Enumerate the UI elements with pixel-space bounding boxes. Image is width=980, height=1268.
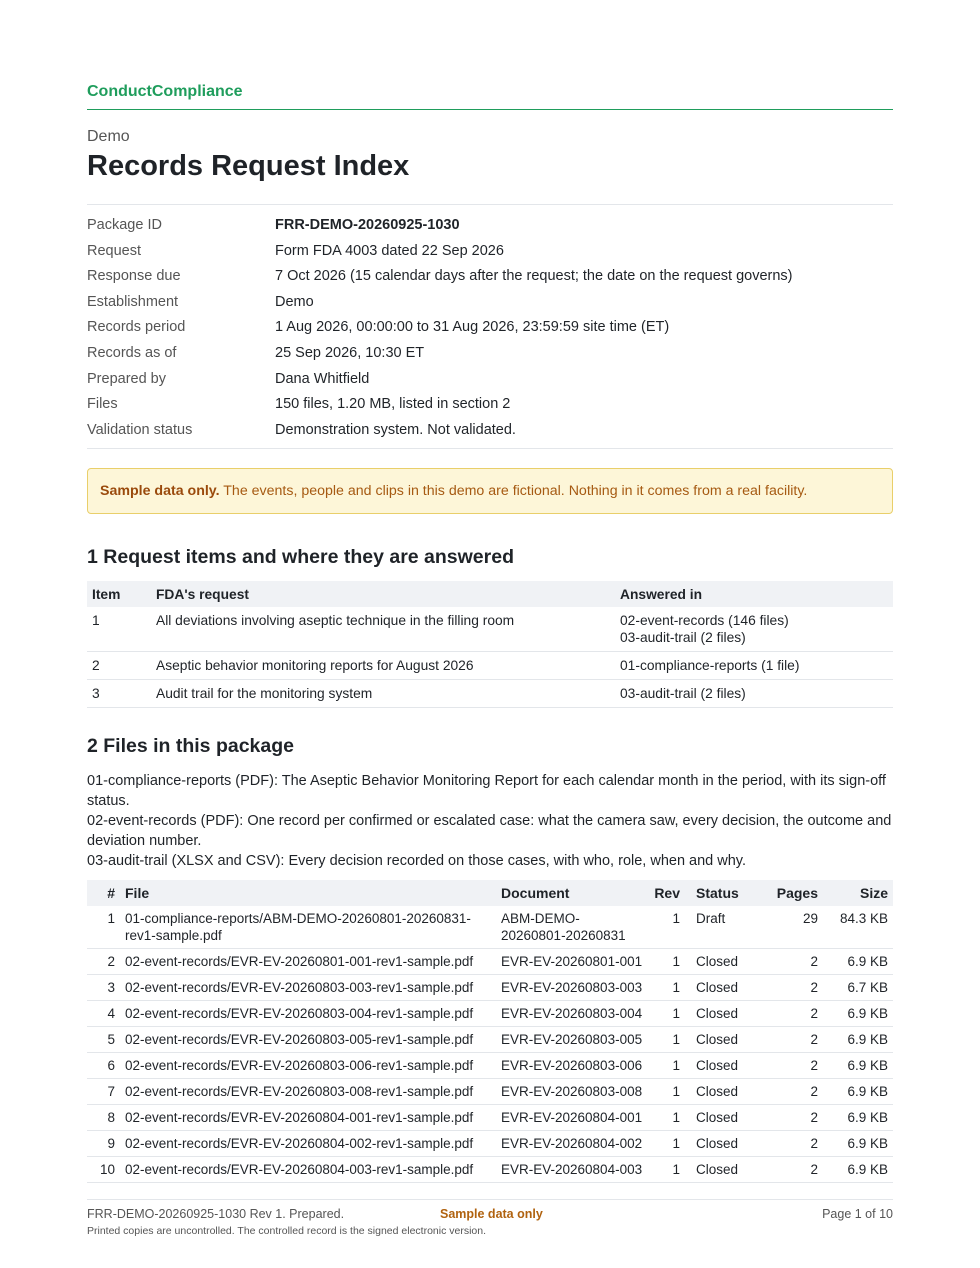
cell-pages: 2 <box>757 1001 823 1027</box>
meta-row-files <box>87 392 893 418</box>
meta-value: 150 files, 1.20 MB, listed in section 2 <box>275 396 511 413</box>
table-row <box>87 949 893 975</box>
table-row <box>87 1027 893 1053</box>
meta-row-package-id <box>87 213 893 239</box>
column-header-status: Status <box>685 880 757 906</box>
cell-file: 02-event-records/EVR-EV-20260804-003-rev1-sample.pdf <box>120 1157 496 1183</box>
document-eyebrow: Demo <box>87 128 130 145</box>
column-header-number: # <box>87 880 120 906</box>
cell-number: 1 <box>87 906 120 949</box>
meta-value: Demonstration system. Not validated. <box>275 421 516 438</box>
cell-file: 02-event-records/EVR-EV-20260803-004-rev1-sample.pdf <box>120 1001 496 1027</box>
cell-pages: 2 <box>757 1157 823 1183</box>
meta-key: Records period <box>87 319 186 336</box>
cell-document: EVR-EV-20260803-008 <box>496 1079 649 1105</box>
cell-pages: 2 <box>757 1105 823 1131</box>
cell-rev: 1 <box>649 1131 685 1157</box>
meta-row-validation-status <box>87 418 893 444</box>
cell-number: 5 <box>87 1027 120 1053</box>
cell-size: 84.3 KB <box>823 906 893 949</box>
cell-document: EVR-EV-20260803-004 <box>496 1001 649 1027</box>
cell-item: 1 <box>87 607 151 652</box>
column-header-pages: Pages <box>757 880 823 906</box>
cell-file: 02-event-records/EVR-EV-20260803-003-rev1-sample.pdf <box>120 975 496 1001</box>
table-row <box>87 1157 893 1183</box>
column-header-document: Document <box>496 880 649 906</box>
cell-file: 02-event-records/EVR-EV-20260803-005-rev1-sample.pdf <box>120 1027 496 1053</box>
cell-number: 6 <box>87 1053 120 1079</box>
cell-document: EVR-EV-20260803-003 <box>496 975 649 1001</box>
cell-document: EVR-EV-20260804-002 <box>496 1131 649 1157</box>
table-row <box>87 1131 893 1157</box>
description-line: 03-audit-trail (XLSX and CSV): Every decision recorded on those cases, with who, role, when and why. <box>87 853 747 869</box>
answered-line: 02-event-records (146 files) <box>620 613 789 628</box>
footer-control-note: Printed copies are uncontrolled. The controlled record is the signed electronic version. <box>87 1225 487 1237</box>
cell-answered <box>615 607 893 652</box>
cell-document: EVR-EV-20260804-003 <box>496 1157 649 1183</box>
cell-pages: 2 <box>757 1053 823 1079</box>
description-line: 02-event-records (PDF): One record per confirmed or escalated case: what the camera saw, every decision, the outcome and deviation number. <box>87 813 892 849</box>
cell-size: 6.9 KB <box>823 1157 893 1183</box>
meta-row-request <box>87 239 893 265</box>
cell-number: 7 <box>87 1079 120 1105</box>
cell-file: 02-event-records/EVR-EV-20260803-006-rev1-sample.pdf <box>120 1053 496 1079</box>
brand-name: ConductCompliance <box>87 83 243 100</box>
meta-value: 7 Oct 2026 (15 calendar days after the request; the date on the request governs) <box>275 268 793 285</box>
document-page <box>87 0 893 1268</box>
cell-number: 8 <box>87 1105 120 1131</box>
cell-file: 01-compliance-reports/ABM-DEMO-20260801-20260831-rev1-sample.pdf <box>120 906 496 949</box>
section-2-heading: 2 Files in this package <box>87 735 294 757</box>
cell-file: 02-event-records/EVR-EV-20260804-001-rev1-sample.pdf <box>120 1105 496 1131</box>
footer-page-number: Page 1 of 10 <box>822 1207 893 1221</box>
cell-size: 6.9 KB <box>823 1079 893 1105</box>
footer-sample-warning: Sample data only <box>440 1207 543 1221</box>
cell-rev: 1 <box>649 949 685 975</box>
metadata-block <box>87 204 893 449</box>
files-table <box>87 880 893 1183</box>
cell-status: Closed <box>685 1131 757 1157</box>
cell-document: EVR-EV-20260801-001 <box>496 949 649 975</box>
cell-status: Closed <box>685 975 757 1001</box>
files-description <box>87 771 893 871</box>
cell-item: 2 <box>87 652 151 680</box>
cell-rev: 1 <box>649 975 685 1001</box>
cell-document: EVR-EV-20260803-006 <box>496 1053 649 1079</box>
cell-size: 6.9 KB <box>823 1027 893 1053</box>
cell-rev: 1 <box>649 1157 685 1183</box>
table-row <box>87 680 893 708</box>
cell-rev: 1 <box>649 1027 685 1053</box>
meta-key: Response due <box>87 268 181 285</box>
cell-rev: 1 <box>649 1053 685 1079</box>
cell-request: Audit trail for the monitoring system <box>151 680 615 708</box>
meta-value: Dana Whitfield <box>275 370 370 387</box>
page-title: Records Request Index <box>87 150 410 182</box>
table-row <box>87 906 893 949</box>
cell-document: EVR-EV-20260804-001 <box>496 1105 649 1131</box>
meta-value: 1 Aug 2026, 00:00:00 to 31 Aug 2026, 23:59:59 site time (ET) <box>275 319 670 336</box>
meta-value: Demo <box>275 293 314 310</box>
cell-status: Closed <box>685 949 757 975</box>
request-items-table <box>87 581 893 708</box>
cell-status: Closed <box>685 1001 757 1027</box>
brand-divider <box>87 109 893 110</box>
cell-size: 6.9 KB <box>823 1001 893 1027</box>
table-row <box>87 607 893 652</box>
cell-status: Closed <box>685 1027 757 1053</box>
meta-key: Prepared by <box>87 370 166 387</box>
meta-row-records-period <box>87 315 893 341</box>
cell-number: 10 <box>87 1157 120 1183</box>
cell-number: 9 <box>87 1131 120 1157</box>
table-header-row <box>87 880 893 906</box>
answered-line: 03-audit-trail (2 files) <box>620 630 746 645</box>
footer-divider <box>87 1199 893 1200</box>
cell-answered: 03-audit-trail (2 files) <box>615 680 893 708</box>
column-header-rev: Rev <box>649 880 685 906</box>
table-header-row <box>87 581 893 607</box>
cell-request: All deviations involving aseptic technique in the filling room <box>151 607 615 652</box>
cell-status: Closed <box>685 1053 757 1079</box>
cell-size: 6.9 KB <box>823 1131 893 1157</box>
cell-answered: 01-compliance-reports (1 file) <box>615 652 893 680</box>
meta-key: Validation status <box>87 421 193 438</box>
cell-number: 2 <box>87 949 120 975</box>
cell-document: EVR-EV-20260803-005 <box>496 1027 649 1053</box>
cell-file: 02-event-records/EVR-EV-20260803-008-rev1-sample.pdf <box>120 1079 496 1105</box>
column-header-request: FDA's request <box>151 581 615 607</box>
table-row <box>87 652 893 680</box>
cell-size: 6.9 KB <box>823 949 893 975</box>
cell-pages: 2 <box>757 1027 823 1053</box>
section-1-heading: 1 Request items and where they are answered <box>87 546 515 568</box>
meta-key: Records as of <box>87 344 177 361</box>
cell-rev: 1 <box>649 906 685 949</box>
table-row <box>87 1053 893 1079</box>
meta-row-response-due <box>87 264 893 290</box>
meta-value: FRR-DEMO-20260925-1030 <box>275 217 460 233</box>
description-line: 01-compliance-reports (PDF): The Aseptic Behavior Monitoring Report for each calendar month in the period, with its sign-off status. <box>87 773 886 809</box>
footer-document-id: FRR-DEMO-20260925-1030 Rev 1. Prepared. <box>87 1207 345 1221</box>
meta-row-prepared-by <box>87 367 893 393</box>
cell-pages: 2 <box>757 1079 823 1105</box>
meta-row-establishment <box>87 290 893 316</box>
cell-status: Closed <box>685 1079 757 1105</box>
cell-item: 3 <box>87 680 151 708</box>
column-header-item: Item <box>87 581 151 607</box>
cell-rev: 1 <box>649 1105 685 1131</box>
cell-pages: 2 <box>757 975 823 1001</box>
cell-number: 4 <box>87 1001 120 1027</box>
cell-rev: 1 <box>649 1079 685 1105</box>
column-header-size: Size <box>823 880 893 906</box>
table-row <box>87 1079 893 1105</box>
cell-number: 3 <box>87 975 120 1001</box>
meta-key: Establishment <box>87 293 179 310</box>
cell-pages: 2 <box>757 949 823 975</box>
table-row <box>87 1001 893 1027</box>
meta-key: Package ID <box>87 217 162 233</box>
notice-text: The events, people and clips in this demo are fictional. Nothing in it comes from a real facility. <box>219 483 808 499</box>
cell-size: 6.7 KB <box>823 975 893 1001</box>
meta-value: Form FDA 4003 dated 22 Sep 2026 <box>275 242 504 259</box>
sample-data-notice <box>87 468 893 514</box>
cell-document: ABM-DEMO-20260801-20260831 <box>496 906 649 949</box>
cell-size: 6.9 KB <box>823 1105 893 1131</box>
cell-file: 02-event-records/EVR-EV-20260801-001-rev1-sample.pdf <box>120 949 496 975</box>
cell-status: Closed <box>685 1157 757 1183</box>
meta-row-records-as-of <box>87 341 893 367</box>
meta-key: Files <box>87 396 118 413</box>
cell-status: Draft <box>685 906 757 949</box>
table-row <box>87 975 893 1001</box>
notice-strong: Sample data only. <box>100 483 220 499</box>
meta-value: 25 Sep 2026, 10:30 ET <box>275 344 425 361</box>
cell-status: Closed <box>685 1105 757 1131</box>
cell-pages: 29 <box>757 906 823 949</box>
meta-key: Request <box>87 242 142 259</box>
cell-request: Aseptic behavior monitoring reports for August 2026 <box>151 652 615 680</box>
column-header-file: File <box>120 880 496 906</box>
cell-file: 02-event-records/EVR-EV-20260804-002-rev1-sample.pdf <box>120 1131 496 1157</box>
cell-pages: 2 <box>757 1131 823 1157</box>
cell-rev: 1 <box>649 1001 685 1027</box>
cell-size: 6.9 KB <box>823 1053 893 1079</box>
column-header-answered: Answered in <box>615 581 893 607</box>
table-row <box>87 1105 893 1131</box>
